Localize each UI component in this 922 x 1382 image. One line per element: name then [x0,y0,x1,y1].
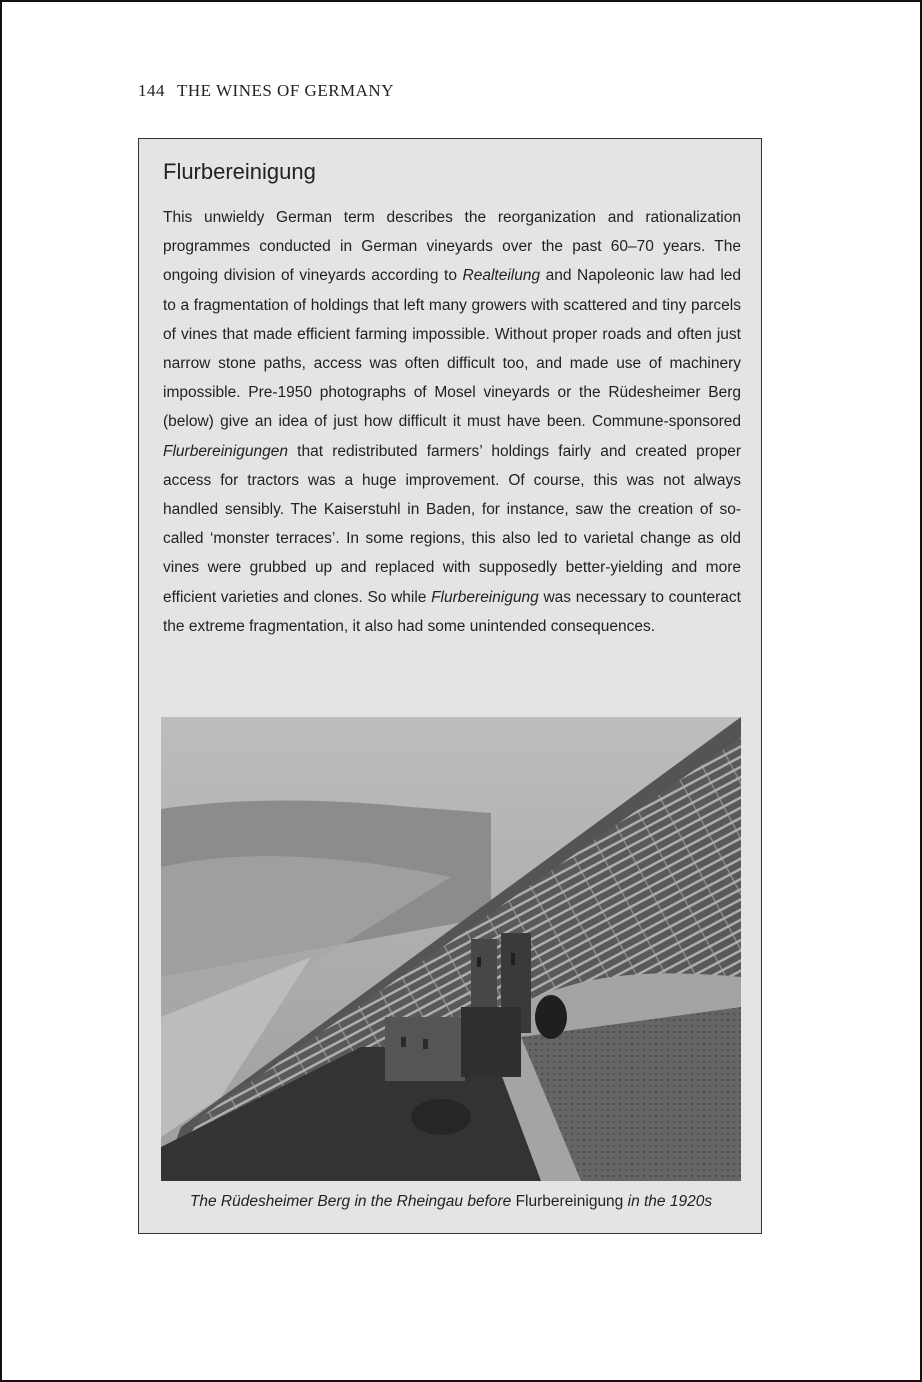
body-text-run: This unwieldy German term describes the reorganization and rationalization programmes conducted in German vineyards over the past 60–70 years. The ongoing division of vineyards according to [163,209,741,285]
body-italic-term: Flurbereinigung [431,588,539,606]
body-italic-term: Realteilung [462,267,541,285]
caption-part2: Flurbereinigung [515,1193,624,1210]
body-text-run: was necessary to counteract the extreme fragmentation, it also had some unintended consequences. [163,588,741,635]
caption-part3: in the 1920s [627,1193,713,1210]
body-text-run: that redistributed farmers’ holdings fairly and created proper access for tractors was a huge improvement. Of course, this was not always handled sensibly. The Kaiserstuhl in Baden, for instance, saw the creation of so-called ‘monster terraces’. In some regions, this also led to varietal change as old vines were grubbed up and replaced with supposedly better-yielding and more efficient varieties and clones. So while [163,442,741,606]
box-title: Flurbereinigung [163,159,316,184]
body-text-run: and Napoleonic law had led to a fragmentation of holdings that left many growers with scattered and tiny parcels of vines that made efficient farming impossible. Without proper roads and often just narrow stone paths, access was often difficult too, and made use of machinery impossible. Pre-1950 photographs of Mosel vineyards or the Rüdesheimer Berg (below) give an idea of just how difficult it must have been. Commune-sponsored [163,267,742,431]
page-number: 144 [138,81,165,100]
vineyard-photo [161,717,741,1181]
vineyard-photo-illustration [161,717,741,1181]
running-title: THE WINES OF GERMANY [177,81,394,100]
sidebar-box [138,138,762,1234]
caption-part1: The Rüdesheimer Berg in the Rheingau before [189,1193,512,1210]
running-head [138,81,394,101]
box-body-text [163,203,741,641]
photo-caption [139,1193,763,1211]
body-italic-term: Flurbereinigungen [163,442,288,460]
